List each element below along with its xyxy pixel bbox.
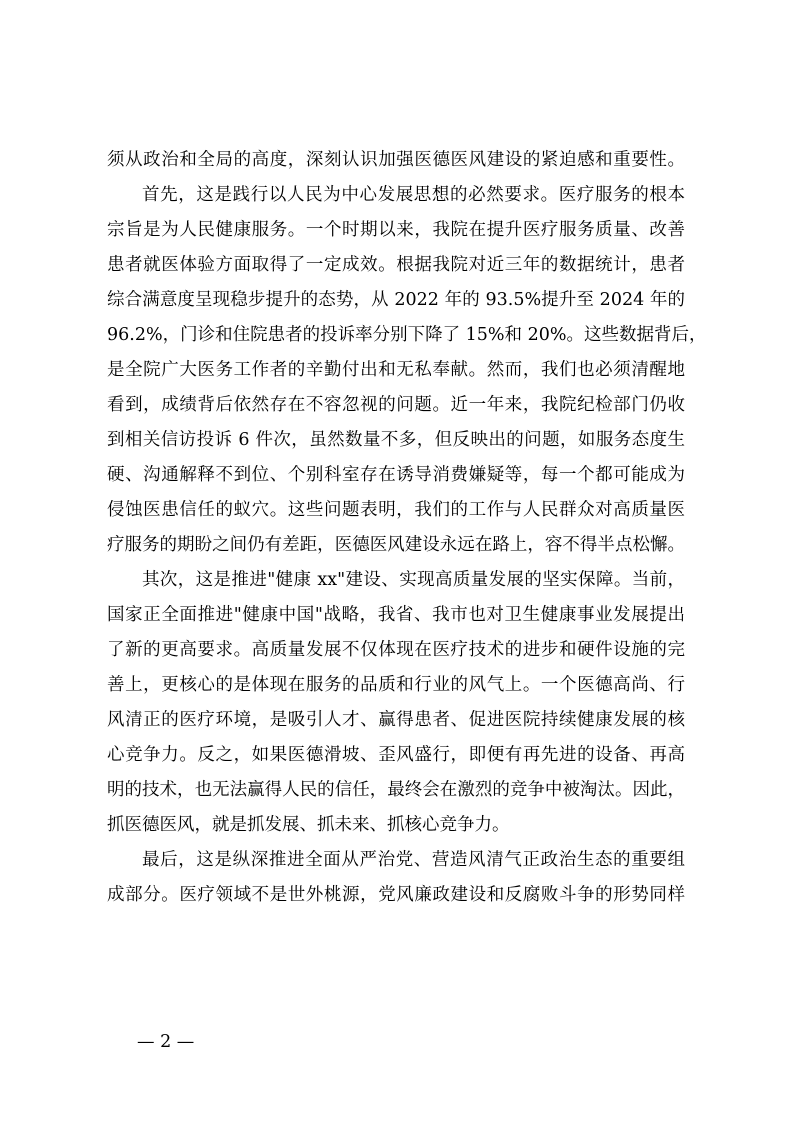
text-line: 96.2%，门诊和住院患者的投诉率分别下降了 15%和 20%。这些数据背后，: [107, 325, 707, 345]
text-line: 抓医德医风，就是抓发展、抓未来、抓核心竞争力。: [107, 815, 510, 835]
text-line: 侵蚀医患信任的蚁穴。这些问题表明，我们的工作与人民群众对高质量医: [107, 500, 685, 520]
text-line: 风清正的医疗环境，是吸引人才、赢得患者、促进医院持续健康发展的核: [107, 710, 685, 730]
text-line: 首先，这是践行以人民为中心发展思想的必然要求。医疗服务的根本: [142, 185, 685, 205]
paragraph: [107, 563, 685, 843]
paragraph: [107, 178, 707, 563]
text-line: 宗旨是为人民健康服务。一个时期以来，我院在提升医疗服务质量、改善: [107, 220, 685, 240]
text-line: 综合满意度呈现稳步提升的态势，从 2022 年的 93.5%提升至 2024 年的: [107, 290, 685, 310]
text-line: 须从政治和全局的高度，深刻认识加强医德医风建设的紧迫感和重要性。: [107, 150, 685, 170]
paragraph: [107, 843, 685, 913]
text-line: 善上，更核心的是体现在服务的品质和行业的风气上。一个医德高尚、行: [107, 675, 685, 695]
text-line: 到相关信访投诉 6 件次，虽然数量不多，但反映出的问题，如服务态度生: [107, 430, 685, 450]
paragraph: [107, 143, 685, 178]
body-text: [107, 143, 707, 913]
text-line: 国家正全面推进"健康中国"战略，我省、我市也对卫生健康事业发展提出: [107, 605, 685, 625]
text-line: 了新的更高要求。高质量发展不仅体现在医疗技术的进步和硬件设施的完: [107, 640, 685, 660]
text-line: 疗服务的期盼之间仍有差距，医德医风建设永远在路上，容不得半点松懈。: [107, 535, 685, 555]
text-line: 最后，这是纵深推进全面从严治党、营造风清气正政治生态的重要组: [142, 850, 685, 870]
text-line: 成部分。医疗领域不是世外桃源，党风廉政建设和反腐败斗争的形势同样: [107, 885, 685, 905]
text-line: 是全院广大医务工作者的辛勤付出和无私奉献。然而，我们也必须清醒地: [107, 360, 685, 380]
text-line: 患者就医体验方面取得了一定成效。根据我院对近三年的数据统计，患者: [107, 255, 685, 275]
text-line: 其次，这是推进"健康 xx"建设、实现高质量发展的坚实保障。当前，: [142, 570, 685, 590]
text-line: 明的技术，也无法赢得人民的信任，最终会在激烈的竞争中被淘汰。因此，: [107, 780, 685, 800]
text-line: 看到，成绩背后依然存在不容忽视的问题。近一年来，我院纪检部门仍收: [107, 395, 685, 415]
text-line: 心竞争力。反之，如果医德滑坡、歪风盛行，即便有再先进的设备、再高: [107, 745, 685, 765]
text-line: 硬、沟通解释不到位、个别科室存在诱导消费嫌疑等，每一个都可能成为: [107, 465, 685, 485]
page-number: — 2 —: [137, 1032, 195, 1052]
